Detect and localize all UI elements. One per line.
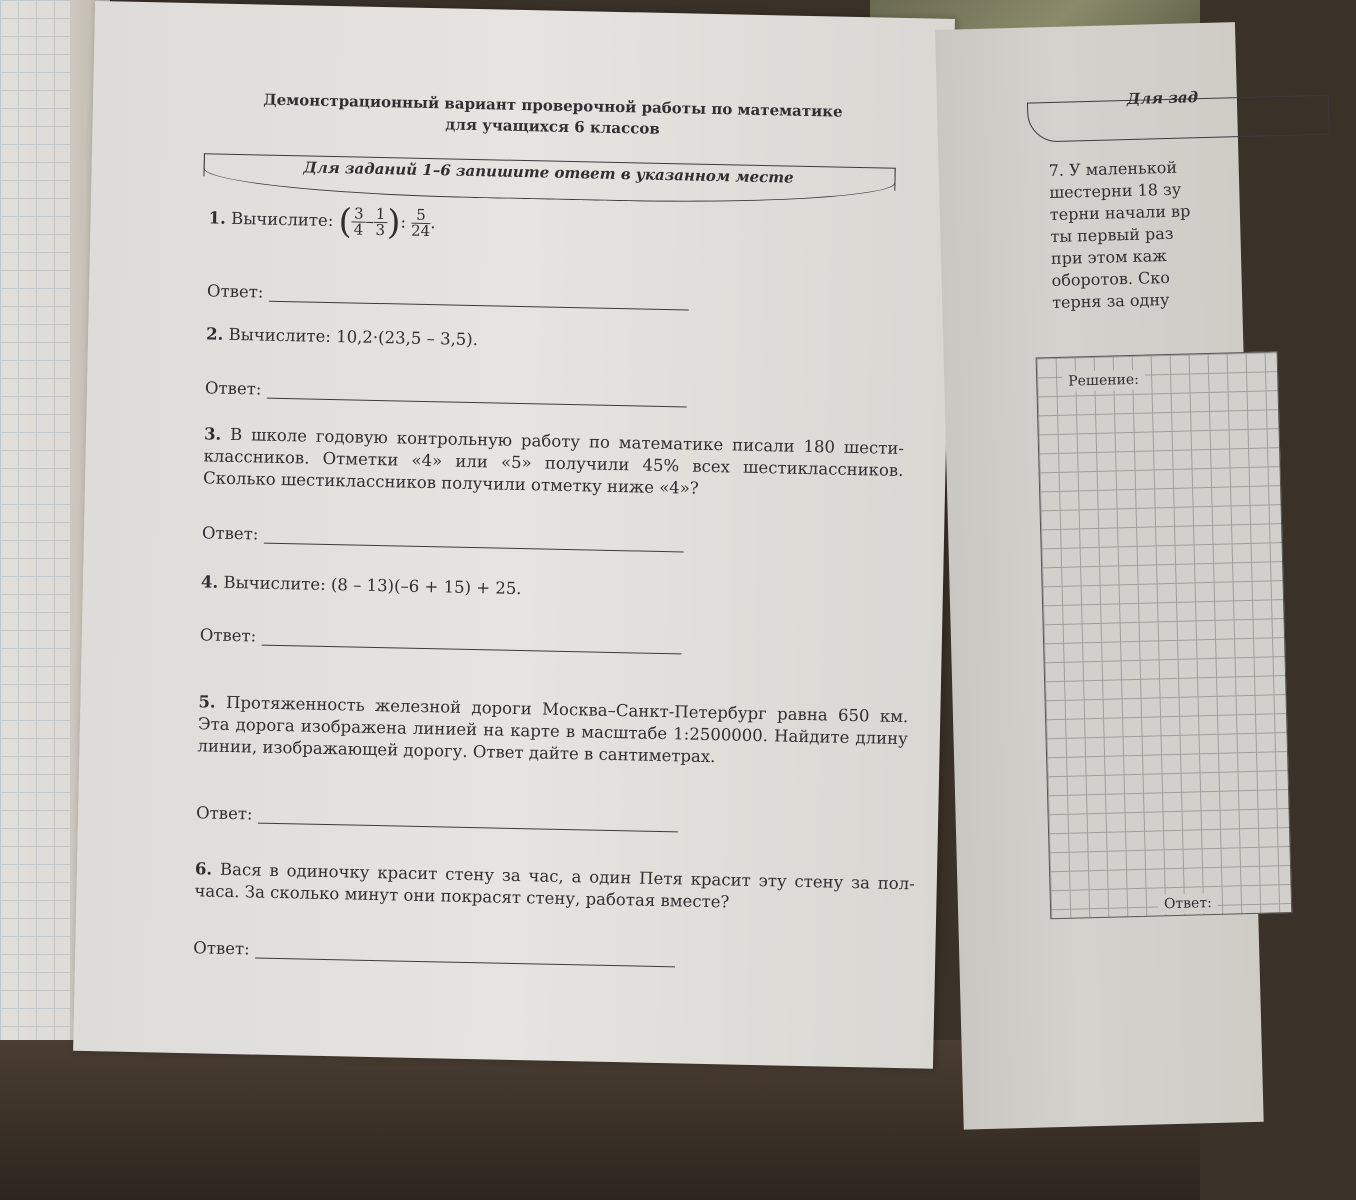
solution-grid[interactable] bbox=[1036, 351, 1293, 919]
grid-paper-left bbox=[0, 0, 70, 1040]
fraction-denominator: 3 bbox=[375, 220, 386, 240]
fraction-numerator: 1 bbox=[375, 204, 386, 224]
task-1-prompt: Вычислите: bbox=[230, 208, 334, 231]
right-line-1: 7. У маленькой bbox=[1048, 157, 1178, 181]
task-1 bbox=[208, 203, 928, 249]
answer-label: Ответ: bbox=[199, 625, 257, 646]
task-4-number: 4. bbox=[200, 572, 219, 592]
task-6-number: 6. bbox=[194, 859, 213, 879]
answer-label: Ответ: bbox=[201, 523, 259, 544]
fraction-numerator: 5 bbox=[411, 208, 430, 224]
right-line-5: при этом каж bbox=[1050, 246, 1168, 269]
answer-3 bbox=[202, 523, 685, 552]
task-6-text: Вася в одиночку красит стену за час, а один Петя красит эту стену за полчаса. За сколько минут они покрасят стену, работая вместе? bbox=[194, 859, 915, 912]
answer-line[interactable] bbox=[258, 809, 678, 833]
fraction-3-4 bbox=[352, 206, 366, 237]
answer-label: Ответ: bbox=[204, 378, 262, 399]
answer-5 bbox=[196, 803, 679, 832]
fraction-1-3 bbox=[373, 204, 387, 240]
task-2-text: Вычислите: 10,2·(23,5 – 3,5). bbox=[228, 324, 479, 350]
worksheet-page bbox=[73, 1, 955, 1069]
task-5-text: Протяженность железной дороги Москва–Санкт-Петербург равна 650 км. Эта дорога изображена линией на карте в масштабе 1:2500000. Найдите длину линии, изображающей дорогу. Ответ дайте в сантиметрах. bbox=[197, 692, 909, 767]
answer-line[interactable] bbox=[264, 529, 684, 553]
fraction-numerator: 3 bbox=[353, 204, 364, 223]
task-4 bbox=[201, 571, 921, 608]
right-line-3: терни начали вр bbox=[1049, 201, 1191, 225]
minus-sign: – bbox=[365, 211, 374, 231]
answer-1 bbox=[207, 281, 690, 310]
task-2-number: 2. bbox=[205, 324, 224, 344]
fraction-denominator: 24 bbox=[410, 221, 431, 241]
right-answer-label: Ответ: bbox=[1158, 893, 1218, 915]
task-5-number: 5. bbox=[198, 692, 216, 712]
right-line-4: ты первый раз bbox=[1050, 223, 1174, 247]
task-6 bbox=[194, 858, 915, 917]
close-paren: ) bbox=[386, 202, 401, 243]
answer-6 bbox=[193, 938, 676, 967]
right-page bbox=[935, 22, 1264, 1129]
answer-line[interactable] bbox=[267, 384, 687, 408]
answer-label: Ответ: bbox=[195, 803, 253, 824]
period: . bbox=[430, 213, 436, 233]
task-2 bbox=[206, 323, 926, 360]
title-line-1: Демонстрационный вариант проверочной работы по математике bbox=[263, 90, 843, 121]
task-3 bbox=[203, 423, 904, 504]
answer-line[interactable] bbox=[269, 287, 689, 311]
answer-label: Ответ: bbox=[193, 938, 250, 959]
task-4-text: Вычислите: (8 – 13)(–6 + 15) + 25. bbox=[223, 572, 522, 599]
answer-4 bbox=[200, 625, 683, 654]
task-3-number: 3. bbox=[203, 424, 222, 444]
answer-label: Ответ: bbox=[206, 281, 264, 302]
task-1-number: 1. bbox=[208, 208, 227, 228]
page-title bbox=[242, 89, 863, 144]
fraction-5-24 bbox=[410, 205, 431, 241]
answer-line[interactable] bbox=[262, 631, 682, 655]
answer-line[interactable] bbox=[255, 944, 675, 968]
instructions-banner: Для заданий 1–6 запишите ответ в указанном месте bbox=[303, 158, 794, 187]
fraction-denominator: 4 bbox=[353, 220, 364, 239]
right-line-2: шестерни 18 зу bbox=[1049, 179, 1182, 203]
title-line-2: для учащихся 6 классов bbox=[445, 115, 660, 138]
right-line-7: терня за одну bbox=[1051, 289, 1170, 313]
right-banner-text: Для зад bbox=[1126, 88, 1199, 108]
task-3-text: В школе годовую контрольную работу по математике писали 180 шестиклассников. Отметки «4» или «5» получили 45% всех шестиклассников. Сколько шестиклассников получили отметку ниже «4»? bbox=[202, 424, 905, 498]
right-line-6: оборотов. Ско bbox=[1051, 267, 1171, 291]
solution-label: Решение: bbox=[1062, 370, 1145, 392]
answer-2 bbox=[205, 378, 688, 407]
task-5 bbox=[197, 691, 908, 772]
open-paren: ( bbox=[338, 201, 353, 242]
division-sign: : bbox=[400, 212, 407, 232]
